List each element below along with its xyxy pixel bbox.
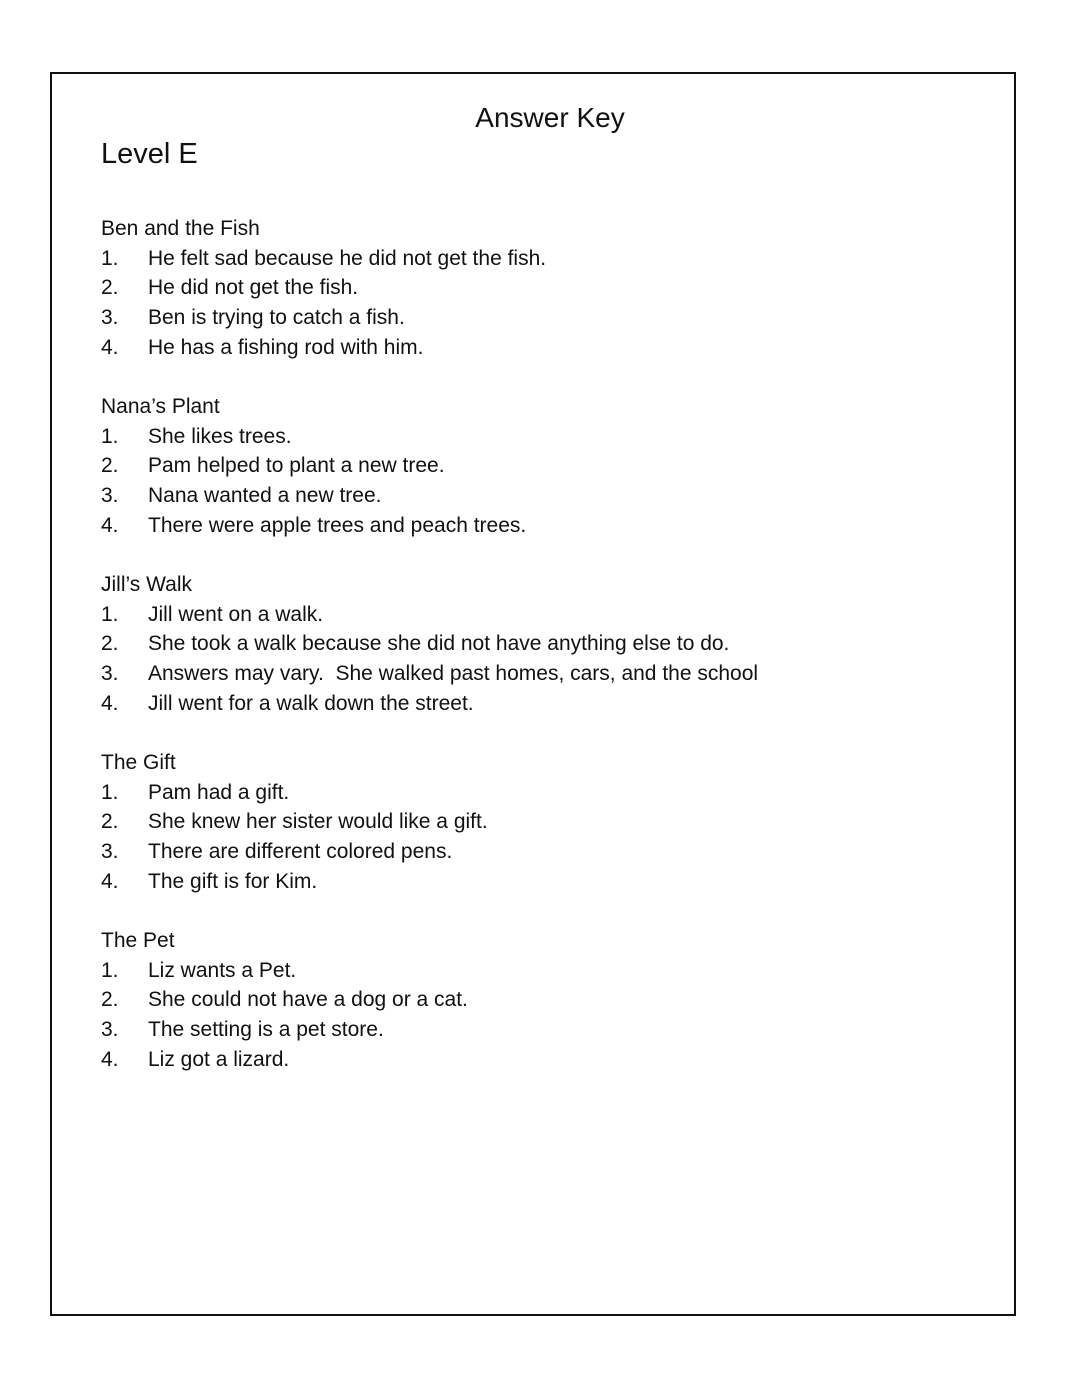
item-number: 4. xyxy=(101,869,119,893)
item-number: 2. xyxy=(101,454,119,478)
answer-item xyxy=(101,807,758,837)
item-number: 4. xyxy=(101,513,119,537)
answer-item xyxy=(101,481,758,511)
item-text: Ben is trying to catch a fish. xyxy=(148,306,405,330)
answer-item xyxy=(101,273,758,303)
item-number: 4. xyxy=(101,691,119,715)
answer-item xyxy=(101,956,758,986)
item-text: Liz got a lizard. xyxy=(148,1047,290,1071)
page-title: Answer Key xyxy=(475,102,625,133)
item-number: 4. xyxy=(101,335,119,359)
answer-item xyxy=(101,244,758,274)
item-text: She likes trees. xyxy=(148,424,292,448)
answer-item xyxy=(101,511,758,541)
answer-item xyxy=(101,867,758,897)
section-title: The Pet xyxy=(101,929,175,953)
item-number: 2. xyxy=(101,810,119,834)
item-text: He did not get the fish. xyxy=(148,276,359,300)
section-title: The Gift xyxy=(101,751,176,775)
item-text: She could not have a dog or a cat. xyxy=(148,988,468,1012)
item-number: 3. xyxy=(101,1018,119,1042)
item-number: 2. xyxy=(101,276,119,300)
answer-item xyxy=(101,422,758,452)
item-text: She took a walk because she did not have anything else to do. xyxy=(148,632,730,656)
item-number: 3. xyxy=(101,484,119,508)
answer-item xyxy=(101,303,758,333)
section-title: Jill’s Walk xyxy=(101,573,193,597)
answer-item xyxy=(101,600,758,630)
item-number: 1. xyxy=(101,602,119,626)
section-title: Ben and the Fish xyxy=(101,217,260,240)
answer-item xyxy=(101,837,758,867)
item-number: 3. xyxy=(101,662,119,686)
item-number: 4. xyxy=(101,1047,119,1071)
answer-item xyxy=(101,1045,758,1075)
item-text: He has a fishing rod with him. xyxy=(148,335,424,359)
item-number: 1. xyxy=(101,958,119,982)
item-text: Nana wanted a new tree. xyxy=(148,484,382,508)
item-number: 1. xyxy=(101,424,119,448)
answer-item xyxy=(101,778,758,808)
item-number: 1. xyxy=(101,780,119,804)
level-heading: Level E xyxy=(101,138,198,170)
answer-section xyxy=(101,926,758,1075)
item-text: He felt sad because he did not get the fish. xyxy=(148,246,547,270)
item-text: Pam had a gift. xyxy=(148,780,290,804)
item-text: Jill went for a walk down the street. xyxy=(148,691,474,715)
item-text: There were apple trees and peach trees. xyxy=(148,513,527,537)
item-text: Pam helped to plant a new tree. xyxy=(148,454,445,478)
item-text: Jill went on a walk. xyxy=(148,602,324,626)
answer-item xyxy=(101,1015,758,1045)
answer-section xyxy=(101,570,758,719)
answer-item xyxy=(101,333,758,363)
answer-item xyxy=(101,689,758,719)
item-text: The gift is for Kim. xyxy=(148,869,318,893)
page-border xyxy=(50,72,1016,1316)
answer-sections xyxy=(101,214,758,1104)
item-text: Liz wants a Pet. xyxy=(148,958,297,982)
item-number: 2. xyxy=(101,988,119,1012)
item-text: She knew her sister would like a gift. xyxy=(148,810,488,834)
answer-item xyxy=(101,659,758,689)
answer-section xyxy=(101,748,758,897)
item-text: Answers may vary. She walked past homes, cars, and the school xyxy=(148,662,759,686)
item-number: 1. xyxy=(101,246,119,270)
item-number: 3. xyxy=(101,306,119,330)
answer-item xyxy=(101,985,758,1015)
answer-section xyxy=(101,392,758,541)
item-number: 2. xyxy=(101,632,119,656)
item-text: There are different colored pens. xyxy=(148,840,453,864)
item-number: 3. xyxy=(101,840,119,864)
answer-item xyxy=(101,451,758,481)
answer-section xyxy=(101,214,758,363)
item-text: The setting is a pet store. xyxy=(148,1018,384,1042)
answer-item xyxy=(101,629,758,659)
section-title: Nana’s Plant xyxy=(101,395,220,419)
